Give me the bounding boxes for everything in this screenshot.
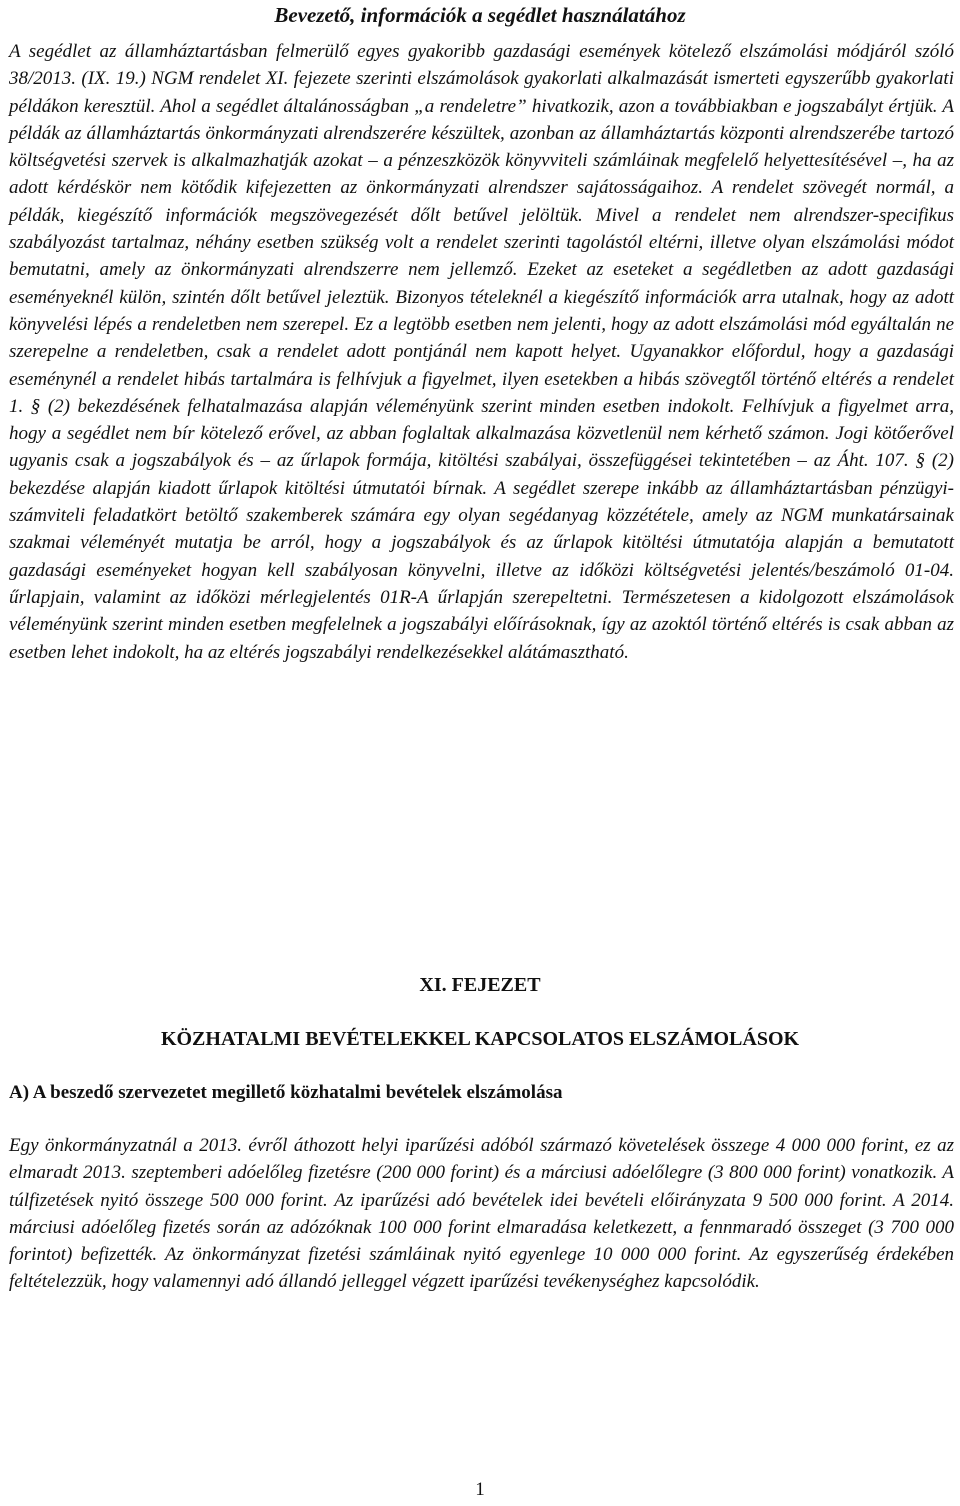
subsection-heading: A) A beszedő szervezetet megillető közhatalmi bevételek elszámolása xyxy=(9,1082,563,1103)
example-text-italic: túlfizetések nyitó összege xyxy=(9,1189,204,1211)
intro-text-italic: bír kötelező erővel, az abban foglaltak alkalmazása közvetlenül nem kérhető számon. Jogi kötőerővel ugyanis csak a jogszabályok és – az űrlapok formája, kitöltési szabályai, összefüggései tekintetében – az Áht. 107. § (2) bekezdése alapján kiadott űrlapok kitöltési útmutatói bírnak. xyxy=(9,423,955,499)
example-text-italic: 10 000 000 forint xyxy=(585,1244,737,1266)
example-text-italic: befizették. Az önkormányzat fizetési számláinak nyitó egyenlege xyxy=(80,1244,586,1266)
intro-paragraph xyxy=(9,38,954,666)
intro-text-italic: szerepe inkább az államháztartásban pénzügyi-számviteli feladatkört betöltő szakemberek számára egy olyan segédanyag közzététele, amely az NGM munkatársainak szakmai véleményét mutatja be arról, hogy a jogszabályok és az űrlapok kitöltési útmutatója alapján a bemutatott gazdasági eseményeket hogyan kell szabályosan könyvelni, illetve az időközi költségvetési jelentés/beszámoló 01-04. űrlapjain, valamint az időközi mérlegjelentés 01R-A űrlapján szerepeltetni. Természetesen a kidolgozott elszámolások véleményünk szerint minden esetben megfelelnek a jogszabályi előírásoknak, így az azoktól történő eltérés is csak abban az esetben lehet indokolt, ha az eltérés jogszabályi rendelkezésekkel alátámasztható. xyxy=(9,477,955,663)
section-heading: KÖZHATALMI BEVÉTELEKKEL KAPCSOLATOS ELSZÁMOLÁSOK xyxy=(160,1028,800,1050)
example-paragraph xyxy=(9,1132,954,1296)
example-text-italic: forint) és a márciusi adóelőlegre xyxy=(450,1162,703,1184)
example-text-italic: , ez az elmaradt 2013. szeptemberi adóelőleg fizetésre ( xyxy=(9,1135,954,1184)
page-number: 1 xyxy=(475,1479,485,1500)
example-text-italic: 500 000 forint xyxy=(203,1189,323,1211)
example-text-italic: . Az iparűzési adó bevételek idei bevételi előirányzata xyxy=(322,1189,746,1211)
intro-text-italic: figyelmet, ilyen esetekben a xyxy=(416,368,639,390)
example-text-italic: 4 000 000 forint xyxy=(769,1135,904,1156)
intro-text-italic: Ahol a segédlet általánosságban „a rendeletre” hivatkozik, azon a továbbiakban e jogszabályt értjük. A példák az államháztartás önkormányzati alrendszerére készültek, azonban az államháztartás központi alrendszerébe tartozó költségvetési szervek is alkalmazhatják azokat – a pénzeszközök könyvviteli számláinak megfelelő helyettesítésével –, ha az adott kérdéskör nem kötődik kifejezetten az önkormányzati alrendszer sajátosságaihoz. A rendelet szövegét normál, a példák, kiegészítő információk megszövegezését dőlt betűvel jelöltük. xyxy=(9,95,954,226)
example-text-italic: 9 500 000 forint xyxy=(745,1189,882,1211)
example-text-italic: (3 700 000 forintot) xyxy=(9,1216,955,1266)
page-title: Bevezető, információk a segédlet használatához xyxy=(274,3,686,27)
example-text-italic: . A xyxy=(932,1162,955,1184)
example-text-italic: 200 000 xyxy=(382,1162,451,1184)
intro-text-italic: nem xyxy=(129,423,173,445)
intro-text-italic: az adott gazdasági eseményeknél külön, szintén dőlt betűvel jeleztük. Bizonyos tételeknél a kiegészítő információk arra utalnak, hogy az adott könyvelési lépés a rendeletben nem sz xyxy=(9,259,954,335)
intro-text-italic: A segédlet az államháztartásban felmerülő egyes gyakoribb gazdasági események kötelező elszámolási módjáról szóló 38/2013. (IX. 19.) NGM rendelet XI. fejezete szerinti elszámolások gyakorlati alkalmazását ismerteti egyszerűbb gyakorlati példákon keresztül. xyxy=(9,41,954,117)
example-text-italic: 100 000 forint elmaradása keletkezett, a xyxy=(371,1216,700,1238)
intro-text-italic: specifikus szabályozást tartalmaz, néhány esetben szükség volt a rendelet szerinti tagolástól eltérni, illetve olyan elszámolási módot bemutatni, amely az önkormányzati alrendszerre nem jellemző. Ezeket az eseteket a segédletben xyxy=(9,204,954,281)
chapter-title: XI. FEJEZET xyxy=(419,974,541,996)
intro-text-italic: Mivel a rendelet nem alrendszer- xyxy=(582,204,880,226)
example-text-italic: . Az egyszerűség érdekében feltételezzük, hogy valamennyi adó állandó jelleggel végzett iparűzési tevékenységhez kapcsolódik. xyxy=(9,1244,954,1293)
intro-text-italic: erepel. Ez a legtöbb esetben nem jelenti, hogy az adott elszámolási mód egyáltalán ne szerepelne a rendeletben, csak a rendelet adott pontjánál nem kapott helyet. Ugyanakkor előfordul, hogy a gazdasági eseménynél a rendelet hibás tartalmára is felhívjuk a xyxy=(9,313,955,390)
example-text-italic: (3 800 000 forint) vonatkozik xyxy=(702,1162,933,1184)
example-text-italic: fennmaradó összeget xyxy=(699,1216,862,1238)
example-text-italic: Egy önkormányzatnál a 2013. évről áthozott helyi iparűzési adóból származó követelések összege xyxy=(9,1135,770,1156)
intro-text-italic: hibás szövegtől történő eltérés a rendelet 1. § (2) bekezdésének felhatalmazása alapján véleményünk szerint minden esetben indokolt. Felhívjuk a figyelmet arra, hogy a segédlet xyxy=(9,368,955,445)
intro-text-italic: A segédlet xyxy=(487,477,576,499)
example-text-italic: . A 2014. márciusi adóelőleg fizetés során az adózóknak xyxy=(9,1189,954,1238)
